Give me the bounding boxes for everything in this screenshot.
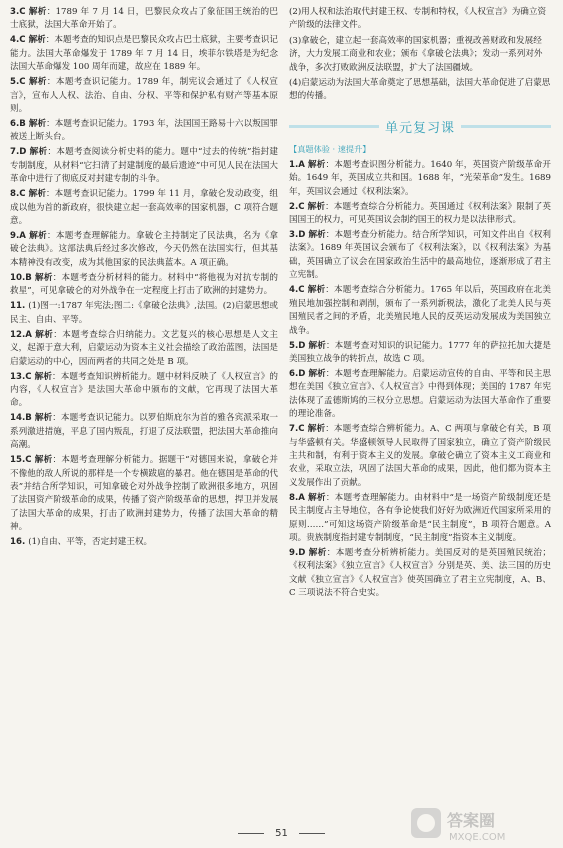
answer-item (289, 201, 551, 228)
answer-number: 12.A (10, 329, 32, 340)
answer-item (10, 272, 278, 299)
svg-text:答案圈: 答案圈 (447, 811, 496, 830)
section-tag: 【真题体验 · 速提升】 (289, 143, 371, 154)
answer-item (10, 76, 278, 116)
answer-item (10, 300, 278, 327)
section-title-box (289, 116, 551, 138)
answer-item (10, 412, 278, 452)
answer-text: ：本题考查阅读分析史料的能力。题中“过去的传统”指封建专制制度，从材料“它扫清了封建制度的最后遗迹”中可见人民在法国大革命中进行了彻底反对封建专制的斗争。 (10, 147, 278, 185)
answer-number: 15.C (10, 455, 32, 466)
answer-text: ：本题考查综合分析能力。1765 年以后，英国政府在北美殖民地加强控制和剥削，颁布了一系列新税法，激化了北美人民与英国殖民者之间的矛盾，北美殖民地人民的反英运动发展成为美国独立战争。 (289, 285, 551, 336)
analysis-tag: 解析 (28, 77, 47, 88)
answer-number: 9.D (289, 547, 306, 558)
watermark-logo (409, 804, 559, 844)
answer-number: 7.C (289, 424, 305, 435)
footer-line-right (299, 833, 325, 834)
answer-number: 4.C (10, 35, 26, 46)
answer-item (289, 340, 551, 367)
answer-item (10, 536, 278, 549)
answer-text: ：本题考查识图分析能力。1640 年，英国资产阶级革命开始。1649 年，英国成立共和国。1688 年，“光荣革命”发生。1689 年，英国议会通过《权利法案》。 (289, 159, 551, 197)
continued-answer: (2)用人权和法治取代封建王权、专制和特权，《人权宣言》为确立资产阶级的法律文件。 (289, 7, 547, 31)
analysis-tag: 解析 (34, 272, 53, 283)
analysis-tag: 解析 (307, 492, 326, 503)
answer-text: ：本题考查综合归纳能力。文艺复兴的核心思想是人文主义，起源于意大利，启蒙运动为资本主义社会描绘了政治蓝图，法国是启蒙运动的中心，因而两者的共同之处是 B 项。 (10, 329, 278, 367)
answer-number: 13.C (10, 371, 32, 382)
footer-line-left (238, 833, 264, 834)
page-number: 51 (275, 828, 288, 839)
answer-text: (1)自由、平等，否定封建王权。 (28, 537, 153, 548)
answer-text: ：本题考查理解能力。由材料中“是一场资产阶级制度还是民主制度占主导地位，各有争论使我们好好为欧洲近代国家所采用的原则……”可知这场资产阶级革命是“民主制度”，B 项符合题意。A 项。贵族制度指封建专制制度，“民主制度”指资本主义制度。 (289, 492, 551, 543)
analysis-tag: 解析 (307, 424, 326, 435)
answer-text: ：本题考查识记能力。1789 年，制宪议会通过了《人权宣言》，宣布人人权、法治、自由、分权、平等和保护私有财产等基本原则。 (10, 77, 278, 115)
right-answers (289, 159, 551, 601)
answer-number: 10.B (10, 272, 32, 283)
answer-number: 6.B (10, 119, 26, 130)
answer-item (289, 492, 551, 546)
answer-item (289, 284, 551, 338)
left-column (10, 6, 278, 551)
answer-text: ：本题考查分析辨析能力。美国反对的是英国殖民统治；《权利法案》《独立宣言》《人权宣言》分别是英、美、法三国的历史文献《独立宣言》《人权宣言》使英国确立了君主立宪制度，A、B、C 三项说法不符合史实。 (289, 547, 551, 599)
analysis-tag: 解析 (34, 329, 54, 340)
answer-item (10, 146, 278, 186)
answer-number: 9.A (10, 231, 26, 242)
answer-text: (1)图一:1787 年宪法;图二:《拿破仑法典》,法国。(2)启蒙思想或民主、自由、平等。 (10, 301, 278, 325)
answer-item (10, 371, 278, 411)
answer-number: 6.D (289, 368, 306, 379)
answer-text: ：本题考查理解能力。拿破仑主持制定了民法典，名为《拿破仑法典》。这部法典后经过多次修改，今天仍然在法国实行，但其基本精神没有改变，成为其他国家的民法典蓝本。A 项正确。 (10, 231, 278, 268)
answer-item (10, 454, 278, 534)
answer-text: ：本题考查综合分析能力。英国通过《权利法案》限制了英国国王的权力，可见英国议会制约国王的权力是以法律形式。 (289, 201, 551, 226)
answer-text: ：本题考查的知识点是巴黎民众攻占巴士底狱，主要考查识记能力。法国大革命爆发于 1789 年 7 月 14 日，埃菲尔铁塔是为纪念法国大革命爆发 100 周年而建，故应在 1889 年。 (10, 35, 278, 73)
analysis-tag: 解析 (308, 368, 326, 379)
title-bar-right (461, 125, 551, 128)
analysis-tag: 解析 (34, 371, 53, 382)
answer-text: ：本题考查识记能力。1793 年，法国国王路易十六以叛国罪被送上断头台。 (10, 119, 278, 143)
continued-answer: (3)拿破仑，建立起一套高效率的国家机器；重视改善财政和发展经济，大力发展工商业和农业；颁布《拿破仑法典》；发动一系列对外战争，多次打败欧洲反法联盟，扩大了法国疆域。 (289, 35, 543, 73)
answer-item (10, 188, 278, 228)
answer-number: 1.A (289, 159, 305, 170)
title-bar-left (289, 125, 379, 128)
answer-number: 2.C (289, 201, 305, 212)
answer-number: 5.C (10, 77, 26, 88)
answer-number: 4.C (289, 285, 305, 296)
answer-number: 3.D (289, 230, 306, 241)
analysis-tag: 解析 (307, 285, 326, 296)
analysis-tag: 解析 (28, 189, 46, 200)
analysis-tag: 解析 (28, 119, 47, 130)
analysis-tag: 解析 (307, 159, 326, 170)
answer-number: 5.D (289, 340, 306, 351)
analysis-tag: 解析 (28, 7, 47, 17)
answer-item (289, 547, 551, 601)
answer-item (289, 229, 551, 283)
section-title: 单元复习课 (385, 121, 456, 137)
answer-text: ：本题考查理解分析能力。据题干“对德国来说，拿破仑并不像他的敌人所说的那样是一个专横跋扈的暴君。他在德国是革命的代表”并结合所学知识，可知拿破仑对外战争控制了欧洲很多地方，巩固了法国资产阶级革命的成果，传播了资产阶级革命的思想，捍卫并发展了法国大革命的成果，打击了欧洲封建势力，传播了法国大革命的精神。 (10, 455, 278, 533)
answer-item (10, 230, 278, 270)
answer-number: 8.C (10, 189, 26, 200)
answer-text: ：本题考查识记能力。以罗伯斯庇尔为首的雅各宾派采取一系列激进措施，平息了国内叛乱，打退了反法联盟，把法国大革命推向高潮。 (10, 413, 278, 451)
answer-text: ：本题考查识记能力。1799 年 11 月，拿破仑发动政变，组成以他为首的新政府，很快建立起一套高效率的国家机器，C 项符合题意。 (10, 189, 278, 227)
analysis-tag: 解析 (34, 413, 53, 424)
right-top-answers (289, 6, 551, 104)
answer-number: 3.C (10, 7, 26, 17)
answer-item (10, 118, 278, 145)
analysis-tag: 解析 (28, 35, 46, 46)
analysis-tag: 解析 (308, 340, 326, 351)
answer-text: ：1789 年 7 月 14 日，巴黎民众攻占了象征国王统治的巴士底狱，法国大革命开始了。 (10, 7, 278, 31)
answer-item (289, 159, 551, 199)
answer-number: 11. (10, 301, 26, 312)
answer-item (10, 6, 278, 33)
analysis-tag: 解析 (29, 147, 48, 158)
analysis-tag: 解析 (308, 230, 326, 241)
answer-text: ：本题考查综合辨析能力。A、C 两项与拿破仑有关，B 项与华盛顿有关。华盛顿领导人民取得了国家独立，确立了资产阶级民主共和制，有利于资本主义的发展。拿破仑确立了资本主义工商业和农业，采取立法，巩固了法国大革命的成果，因此，他们都为资本主义发展作出了贡献。 (289, 424, 551, 488)
analysis-tag: 解析 (307, 201, 326, 212)
answer-number: 8.A (289, 492, 305, 503)
answer-text: ：本题考查分析能力。结合所学知识，可知文件出自《权利法案》。1689 年英国议会颁布了《权利法案》，以《权利法案》为基础，英国确立了议会在国家政治生活中的最高地位，逐渐形成了君主立宪制。 (289, 230, 551, 281)
analysis-tag: 解析 (28, 231, 47, 242)
answer-number: 16. (10, 537, 26, 548)
answer-text: ：本题考查理解能力。启蒙运动宣传的自由、平等和民主思想在美国《独立宣言》、《人权宣言》中得到体现；美国的 1787 年宪法体现了孟德斯鸠的三权分立思想。启蒙运动为法国大革命作了重要的理论准备。 (289, 368, 551, 420)
answer-number: 7.D (10, 147, 27, 158)
answer-text: ：本题考查知识辨析能力。题中材料反映了《人权宣言》的内容，《人权宣言》是法国大革命中颁布的文献，它再现了法国大革命。 (10, 371, 278, 409)
continued-answer: (4)启蒙运动为法国大革命奠定了思想基础，法国大革命促进了启蒙思想的传播。 (289, 78, 551, 102)
answer-text: ：本题考查分析材料的能力。材料中“将他视为对抗专制的救星”，可见拿破仑的对外战争在一定程度上打击了欧洲的封建势力。 (10, 272, 278, 297)
answer-number: 14.B (10, 413, 32, 424)
answer-text: ：本题考查对知识的识记能力。1777 年的萨拉托加大捷是美国独立战争的转折点，故选 C 项。 (289, 340, 551, 364)
svg-text:MXQE.COM: MXQE.COM (449, 832, 506, 843)
answer-item (10, 329, 278, 369)
answer-item (289, 368, 551, 422)
answer-item (289, 423, 551, 490)
answer-item (10, 34, 278, 74)
analysis-tag: 解析 (308, 547, 327, 558)
analysis-tag: 解析 (34, 455, 53, 466)
right-column (289, 6, 551, 602)
